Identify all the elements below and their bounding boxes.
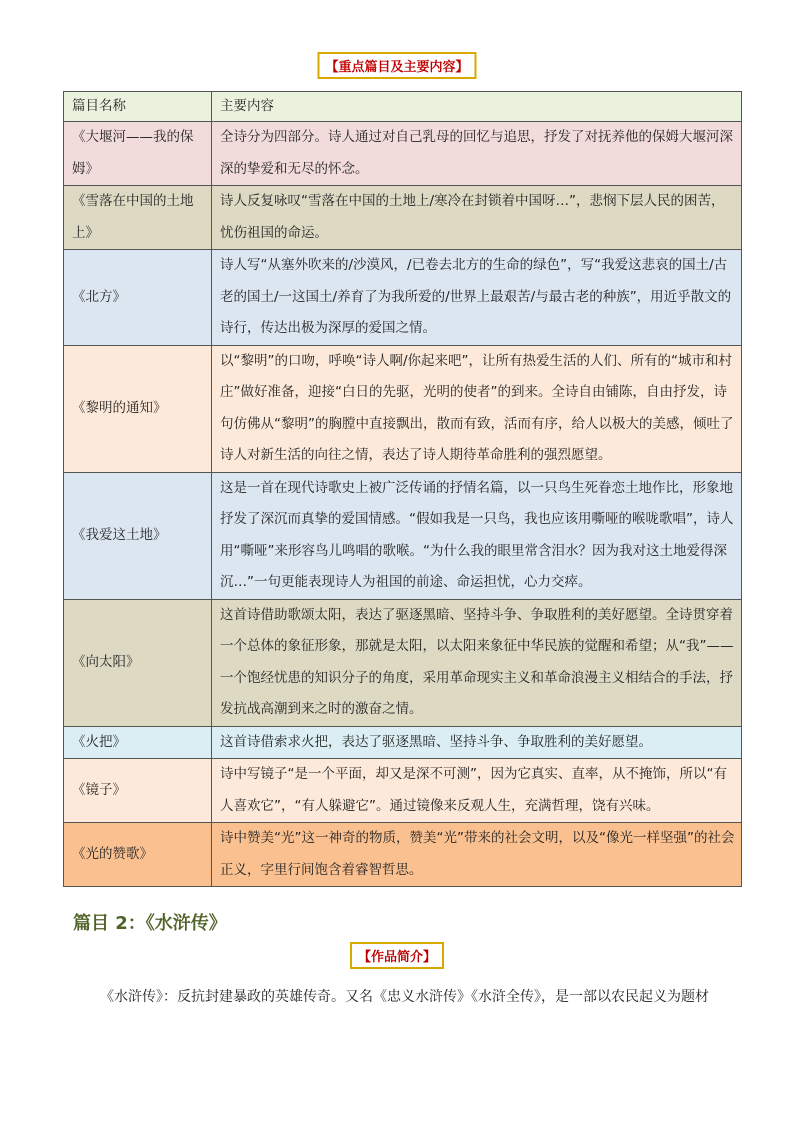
chapter-name: 《向太阳》	[64, 599, 212, 726]
work-intro-heading: 【作品简介】	[350, 942, 444, 969]
table-row	[64, 122, 742, 186]
chapter-content: 全诗分为四部分。诗人通过对自己乳母的回忆与追思，抒发了对抚养他的保姆大堰河深深的挚爱和无尽的怀念。	[212, 122, 742, 186]
header-chapter-name: 篇目名称	[64, 92, 212, 122]
chapter-content: 这首诗借索求火把，表达了驱逐黑暗、坚持斗争、争取胜利的美好愿望。	[212, 726, 742, 759]
chapter-name: 《雪落在中国的土地上》	[64, 186, 212, 250]
chapter-content: 诗人写“从塞外吹来的/沙漠风，/已卷去北方的生命的绿色”，写“我爱这悲哀的国土/古老的国土/一这国土/养育了为我所爱的/世界上最艰苦/与最古老的种族”，用近乎散文的诗行，传达出极为深厚的爱国之情。	[212, 250, 742, 346]
chapter-content: 诗人反复咏叹“雪落在中国的土地上/寒冷在封锁着中国呀…”，悲悯下层人民的困苦，忧伤祖国的命运。	[212, 186, 742, 250]
chapter-name: 《黎明的通知》	[64, 345, 212, 472]
chapter-name: 《大堰河——我的保姆》	[64, 122, 212, 186]
chapter-content: 诗中写镜子“是一个平面，却又是深不可测”，因为它真实、直率，从不掩饰，所以“有人喜欢它”，“有人躲避它”。通过镜像来反观人生，充满哲理，饶有兴味。	[212, 759, 742, 823]
chapters-table	[63, 91, 742, 887]
table-row	[64, 726, 742, 759]
table-row	[64, 250, 742, 346]
header-main-content: 主要内容	[212, 92, 742, 122]
chapter-content: 这是一首在现代诗歌史上被广泛传诵的抒情名篇，以一只鸟生死眷恋土地作比，形象地抒发了深沉而真挚的爱国情感。“假如我是一只鸟，我也应该用嘶哑的喉咙歌唱”，诗人用“嘶哑”来形容鸟儿鸣唱的歌喉。“为什么我的眼里常含泪水？因为我对这土地爱得深沉…”一句更能表现诗人为祖国的前途、命运担忧，心力交瘁。	[212, 472, 742, 599]
chapter-content: 诗中赞美“光”这一神奇的物质，赞美“光”带来的社会文明，以及“像光一样坚强”的社会正义，字里行间饱含着睿智哲思。	[212, 823, 742, 887]
chapter-content: 这首诗借助歌颂太阳，表达了驱逐黑暗、坚持斗争、争取胜利的美好愿望。全诗贯穿着一个总体的象征形象，那就是太阳，以太阳来象征中华民族的觉醒和希望；从“我”——一个饱经忧患的知识分子的角度，采用革命现实主义和革命浪漫主义相结合的手法，抒发抗战高潮到来之时的激奋之情。	[212, 599, 742, 726]
intro-paragraph: 《水浒传》：反抗封建暴政的英雄传奇。又名《忠义水浒传》《水浒全传》，是一部以农民起义为题材	[100, 989, 709, 1005]
chapter-name: 《镜子》	[64, 759, 212, 823]
chapter-content: 以“黎明”的口吻，呼唤“诗人啊/你起来吧”，让所有热爱生活的人们、所有的“城市和村庄”做好准备，迎接“白日的先驱，光明的使者”的到来。全诗自由铺陈，自由抒发，诗句仿佛从“黎明”的胸膛中直接飘出，散而有致，活而有序，给人以极大的美感，倾吐了诗人对新生活的向往之情，表达了诗人期待革命胜利的强烈愿望。	[212, 345, 742, 472]
chapter-name: 《火把》	[64, 726, 212, 759]
chapter-name: 《我爱这土地》	[64, 472, 212, 599]
chapter-name: 《北方》	[64, 250, 212, 346]
chapter-name: 《光的赞歌》	[64, 823, 212, 887]
table-row	[64, 759, 742, 823]
table-row	[64, 599, 742, 726]
table-row	[64, 823, 742, 887]
table-header-row	[64, 92, 742, 122]
key-chapters-heading: 【重点篇目及主要内容】	[317, 52, 476, 79]
section-title: 篇目 2：《水浒传》	[73, 913, 227, 934]
table-row	[64, 186, 742, 250]
table-row	[64, 472, 742, 599]
table-row	[64, 345, 742, 472]
